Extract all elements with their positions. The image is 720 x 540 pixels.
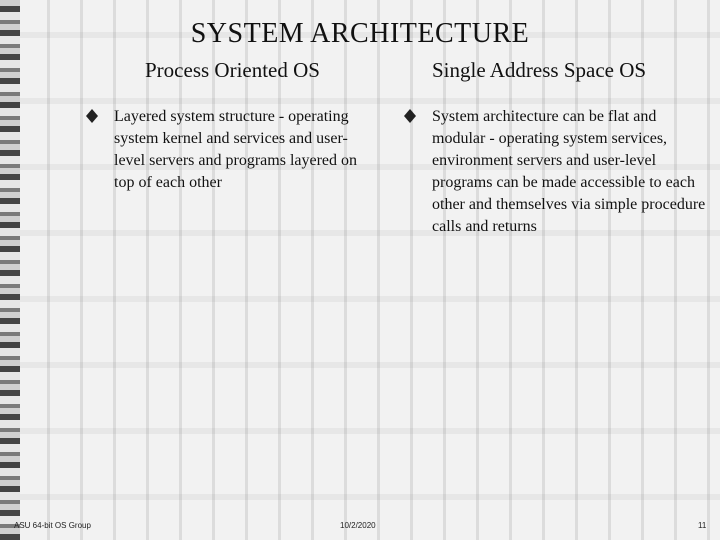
- diamond-bullet-icon: [86, 109, 106, 123]
- footer-page-number: 11: [698, 521, 707, 530]
- right-bullet-text: System architecture can be flat and modular - operating system services, environment servers and user-level programs can be made accessible to each other and themselves via simple procedure calls and returns: [432, 108, 706, 235]
- footer-date: 10/2/2020: [340, 521, 376, 530]
- slide-title: SYSTEM ARCHITECTURE: [190, 18, 530, 49]
- right-column-heading: Single Address Space OS: [432, 58, 647, 82]
- decorative-left-strip: [0, 0, 20, 540]
- left-bullet-text: Layered system structure - operating system kernel and services and user-level servers and programs layered on top of each other: [114, 108, 358, 191]
- diamond-bullet-icon: [404, 109, 424, 123]
- left-bullet-item: [86, 106, 376, 194]
- left-column-heading: Process Oriented OS: [145, 58, 320, 82]
- right-bullet-item: [404, 106, 710, 238]
- footer-organization: ASU 64-bit OS Group: [14, 521, 91, 530]
